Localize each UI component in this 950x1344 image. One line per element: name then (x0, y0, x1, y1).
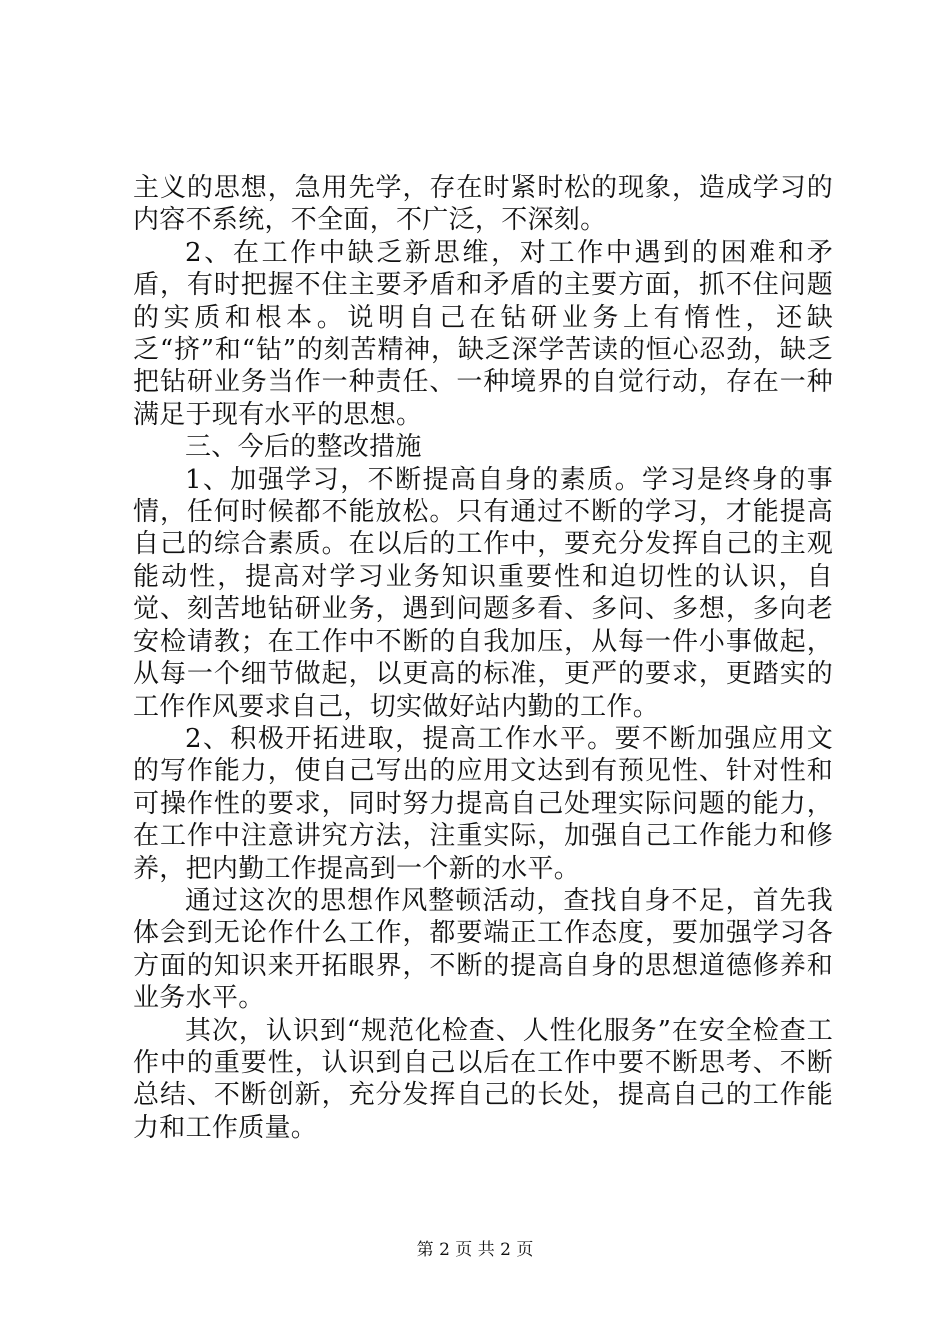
paragraph-measure-1: 1、加强学习，不断提高自身的素质。学习是终身的事情，任何时候都不能放松。只有通过不断的学习，才能提高自己的综合素质。在以后的工作中，要充分发挥自己的主观能动性，提高对学习业务知识重要性和迫切性的认识，自觉、刻苦地钻研业务，遇到问题多看、多问、多想，多向老安检请教；在工作中不断的自我加压，从每一件小事做起，从每一个细节做起，以更高的标准，更严的要求，更踏实的工作作风要求自己，切实做好站内勤的工作。 (133, 464, 833, 722)
paragraph-reflection-first: 通过这次的思想作风整顿活动，查找自身不足，首先我体会到无论作什么工作，都要端正工作态度，要加强学习各方面的知识来开拓眼界，不断的提高自身的思想道德修养和业务水平。 (133, 885, 833, 1014)
paragraph-continuation: 主义的思想，急用先学，存在时紧时松的现象，造成学习的内容不系统，不全面，不广泛，不深刻。 (133, 173, 833, 236)
section-heading-rectification: 三、今后的整改措施 (185, 432, 422, 463)
paragraph-reflection-second: 其次，认识到“规范化检查、人性化服务”在安全检查工作中的重要性，认识到自己以后在工作中要不断思考、不断总结、不断创新，充分发挥自己的长处，提高自己的工作能力和工作质量。 (133, 1015, 833, 1143)
paragraph-measure-2: 2、积极开拓进取，提高工作水平。要不断加强应用文的写作能力，使自己写出的应用文达到有预见性、针对性和可操作性的要求，同时努力提高自己处理实际问题的能力，在工作中注意讲究方法，注重实际，加强自己工作能力和修养，把内勤工作提高到一个新的水平。 (133, 723, 833, 884)
paragraph-point-2-issue: 2、在工作中缺乏新思维，对工作中遇到的困难和矛盾，有时把握不住主要矛盾和矛盾的主要方面，抓不住问题的实质和根本。说明自己在钻研业务上有惰性，还缺乏“挤”和“钻”的刻苦精神，缺乏深学苦读的恒心忍劲，缺乏把钻研业务当作一种责任、一种境界的自觉行动，存在一种满足于现有水平的思想。 (133, 237, 833, 430)
document-body (133, 172, 833, 1144)
page-footer: 第 2 页 共 2 页 (416, 1240, 534, 1260)
